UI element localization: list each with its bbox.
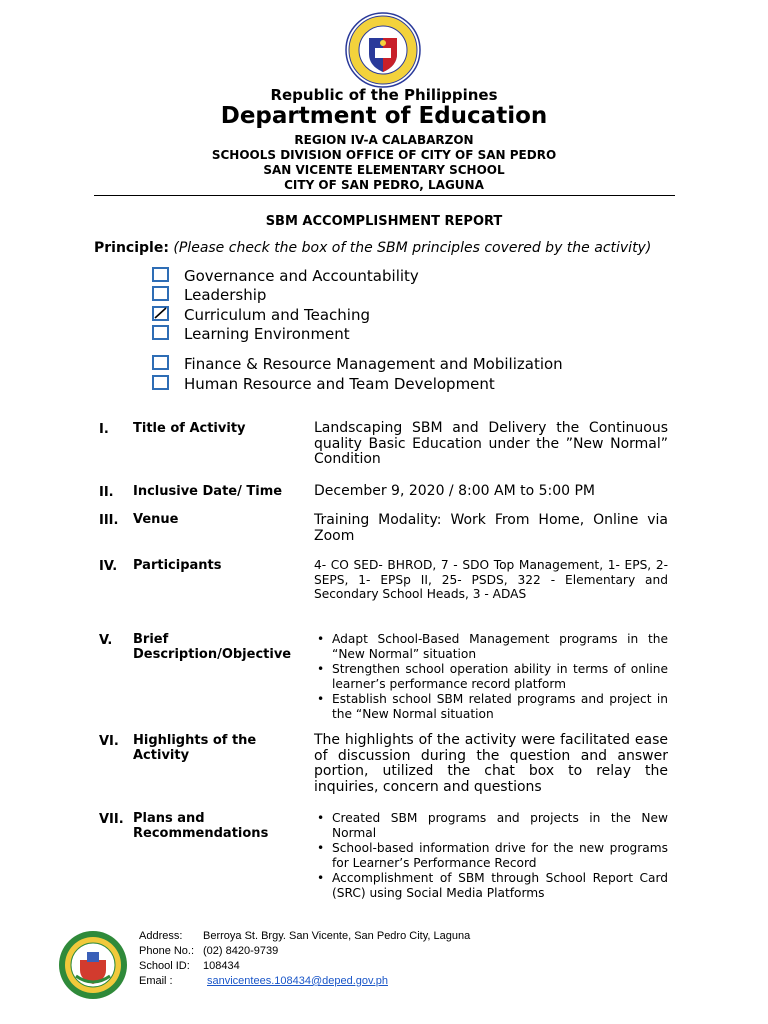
principle-option-label: Leadership — [184, 286, 267, 304]
section-label: Venue — [133, 512, 179, 527]
header-republic: Republic of the Philippines — [270, 86, 498, 104]
footer-email-link[interactable]: sanvicentees.108434@deped.gov.ph — [207, 975, 388, 987]
footer-schoolid: 108434 — [203, 960, 240, 972]
list-item: • Adapt School-Based Management programs in the “New Normal” situation — [314, 632, 668, 662]
checkbox-icon[interactable] — [152, 286, 169, 301]
principle-option-label: Curriculum and Teaching — [184, 306, 370, 324]
footer-address-label: Address: — [139, 930, 183, 942]
deped-seal-logo — [345, 12, 421, 88]
list-item: • Strengthen school operation ability in terms of online learner’s performance record platform — [314, 662, 668, 692]
header-school: SAN VICENTE ELEMENTARY SCHOOL — [263, 163, 505, 177]
principle-option[interactable] — [152, 355, 563, 375]
principle-line — [94, 240, 651, 256]
footer-address: Berroya St. Brgy. San Vicente, San Pedro City, Laguna — [203, 930, 471, 942]
principle-instruction: (Please check the box of the SBM principles covered by the activity) — [173, 240, 652, 256]
section-value: 4- CO SED- BHROD, 7 - SDO Top Management, 1- EPS, 2- SEPS, 1- EPSp II, 25- PSDS, 322 - Elementary and Secondary School Heads, 3 - ADAS — [314, 558, 668, 601]
checkbox-icon[interactable] — [152, 355, 169, 370]
checkbox-icon[interactable] — [152, 267, 169, 282]
section-bullet-list — [314, 632, 668, 722]
list-item: • Accomplishment of SBM through School Report Card (SRC) using Social Media Platforms — [314, 871, 668, 901]
section-value: Landscaping SBM and Delivery the Continuous quality Basic Education under the ”New Normal” Condition — [314, 420, 668, 467]
header-divider — [94, 195, 675, 196]
checkbox-icon[interactable] — [152, 375, 169, 390]
list-item: • School-based information drive for the new programs for Learner’s Performance Record — [314, 841, 668, 871]
section-number: II. — [99, 485, 114, 500]
section-number: IV. — [99, 559, 118, 574]
principle-option-label: Learning Environment — [184, 325, 350, 343]
principle-label: Principle: — [94, 240, 169, 256]
section-label: Inclusive Date/ Time — [133, 484, 283, 499]
principle-option[interactable] — [152, 267, 419, 287]
section-label: Plans and Recommendations — [133, 811, 269, 841]
footer-phone-label: Phone No.: — [139, 945, 195, 957]
list-item: • Establish school SBM related programs and project in the “New Normal situation — [314, 692, 668, 722]
school-logo — [58, 930, 128, 1000]
principle-option[interactable] — [152, 306, 370, 326]
section-bullet-list — [314, 811, 668, 901]
header-division: SCHOOLS DIVISION OFFICE OF CITY OF SAN PEDRO — [211, 148, 557, 162]
section-number: I. — [99, 422, 109, 437]
principle-option[interactable] — [152, 286, 266, 306]
checked-checkbox-icon[interactable] — [152, 306, 169, 321]
section-number: V. — [99, 633, 113, 648]
header-city: CITY OF SAN PEDRO, LAGUNA — [284, 178, 484, 192]
principle-option-label: Human Resource and Team Development — [184, 375, 495, 393]
footer-email-label: Email : — [139, 975, 173, 987]
section-value: Training Modality: Work From Home, Online via Zoom — [314, 512, 668, 544]
report-title: SBM ACCOMPLISHMENT REPORT — [265, 214, 503, 229]
section-number: III. — [99, 513, 119, 528]
footer-phone: (02) 8420-9739 — [203, 945, 279, 957]
header-department: Department of Education — [220, 103, 548, 129]
section-label: Brief Description/Objective — [133, 632, 292, 662]
section-value: The highlights of the activity were facilitated ease of discussion during the question and answer portion, utilized the chat box to relay the inquiries, concern and questions — [314, 732, 668, 795]
principle-option-label: Governance and Accountability — [184, 267, 419, 285]
section-label: Title of Activity — [133, 421, 246, 436]
principle-option-label: Finance & Resource Management and Mobilization — [184, 355, 563, 373]
header-region: REGION IV-A CALABARZON — [294, 133, 474, 147]
section-label: Highlights of the Activity — [133, 733, 257, 763]
section-value: December 9, 2020 / 8:00 AM to 5:00 PM — [314, 483, 596, 499]
principle-option[interactable] — [152, 375, 495, 395]
footer-schoolid-label: School ID: — [139, 960, 190, 972]
principle-option[interactable] — [152, 325, 350, 345]
section-number: VI. — [99, 734, 119, 749]
list-item: • Created SBM programs and projects in the New Normal — [314, 811, 668, 841]
section-number: VII. — [99, 812, 124, 827]
checkbox-icon[interactable] — [152, 325, 169, 340]
section-label: Participants — [133, 558, 222, 573]
